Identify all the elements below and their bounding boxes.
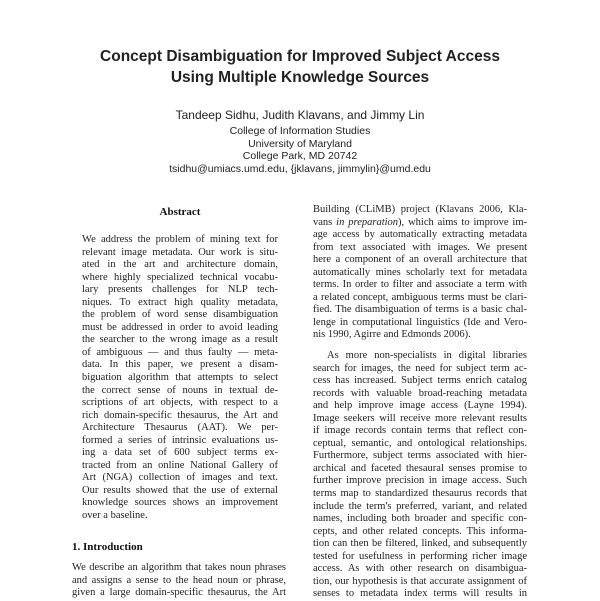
text-line: where highly specialized technical vocabu- <box>82 271 278 283</box>
text-line: the correct sense of nouns in textual de- <box>82 384 278 396</box>
text-line: records with valuable broad-reaching metadata <box>313 387 527 399</box>
text-line: We address the problem of mining text for <box>82 234 278 245</box>
abstract-heading: Abstract <box>159 206 201 218</box>
text-line: a related concept, ambiguous terms must be clari- <box>313 291 527 303</box>
text-line: lenge in computational linguistics (Ide and Vero- <box>313 316 527 328</box>
text-line: from text associated with images. We present <box>313 241 527 253</box>
text-line: terms map to standardized thesaurus records that <box>313 488 527 500</box>
text-line: relevant image metadata. Our work is situ- <box>82 246 278 258</box>
text-line: niques. To extract high quality metadata, <box>82 296 278 308</box>
text-line: tion, our hypothesis is that accurate assignment of <box>313 575 527 587</box>
text-line: rich domain-specific thesaurus, the Art and <box>82 409 278 421</box>
text-line: data. In this paper, we present a disam- <box>82 359 278 371</box>
text-line: must be addressed in order to avoid leading <box>82 321 278 333</box>
right-column-body <box>313 204 527 601</box>
text-line: As more non-specialists in digital libraries <box>327 350 527 362</box>
text-line: vans in preparation), which aims to improve im- <box>313 216 527 228</box>
affiliation-line: University of Maryland <box>248 137 352 150</box>
text-line: Furthermore, subject terms associated with hier- <box>313 450 527 462</box>
text-line: tested for usefulness in performing richer image <box>313 550 527 562</box>
affiliation-line: College of Information Studies <box>229 125 371 137</box>
affiliation-line: College Park, MD 20742 <box>242 150 358 162</box>
paper-title <box>0 46 600 88</box>
text-line: over a baseline. <box>82 510 148 522</box>
text-line: here a component of an overall architecture that <box>313 254 527 266</box>
text-line: ceptual, semantic, and ontological relationships. <box>313 437 527 449</box>
text-line: of ambiguous — and thus faulty — meta- <box>82 346 278 358</box>
text-line: scriptions of art objects, with respect to a <box>82 397 278 409</box>
introduction-body <box>72 562 286 600</box>
text-line: access. As with other research on disambigua- <box>313 563 527 575</box>
text-line: cepts, and other related concepts. This informa- <box>313 525 527 537</box>
text-line: age access by automatically extracting metadata <box>313 229 527 241</box>
abstract-body <box>82 234 278 523</box>
text-line: lary presents challenges for NLP tech- <box>82 284 278 296</box>
text-line: formed a series of intrinsic evaluations us- <box>82 434 278 446</box>
text-line: the problem of word sense disambiguation <box>82 309 278 321</box>
text-line: and help improve image access (Layne 1994). <box>313 400 527 412</box>
title-line: Using Multiple Knowledge Sources <box>170 69 430 86</box>
text-line: given a large domain-specific thesaurus, the Art <box>72 587 286 599</box>
text-line: Image seekers will receive more relevant results <box>313 412 527 424</box>
text-line: biguation algorithm that attempts to select <box>82 372 278 384</box>
title-line: Concept Disambiguation for Improved Subject Access <box>100 48 500 65</box>
text-line: and assigns a sense to the head noun or phrase, <box>72 574 286 586</box>
text-line: We describe an algorithm that takes noun phrases <box>72 562 286 573</box>
italic-citation: in preparation <box>336 216 399 228</box>
text-line: include the term's preferred, variant, and related <box>313 500 527 512</box>
text-line: knowledge sources shows an improvement <box>82 497 278 509</box>
text-line: if image records contain terms that reflect con- <box>313 425 527 437</box>
text-line: ated in the art and architecture domain, <box>82 259 278 271</box>
text-line: tracted from an online National Gallery of <box>82 459 278 471</box>
text-line: ing a data set of 600 subject terms ex- <box>82 447 278 459</box>
text-line: Architecture Thesaurus (AAT). We per- <box>82 422 278 434</box>
text-line: the searcher to the wrong image as a result <box>82 334 278 346</box>
text-line: further improve precision in image access. Such <box>313 475 527 487</box>
author-emails: tsidhu@umiacs.umd.edu, {jklavans, jimmylin}@umd.edu <box>169 162 431 175</box>
author-names: Tandeep Sidhu, Judith Klavans, and Jimmy Lin <box>175 108 425 122</box>
text-line: names, including both broader and specific con- <box>313 513 527 525</box>
text-line: nis 1990, Agirre and Edmonds 2006). <box>313 329 471 341</box>
text-line: terms. In order to filter and associate a term with <box>313 279 527 291</box>
text-line: senses to metadata index terms will results in <box>313 588 527 600</box>
text-line: fied. The disambiguation of terms is a basic chal- <box>313 304 527 316</box>
text-line: Building (CLiMB) project (Klavans 2006, Kla- <box>313 204 527 215</box>
text-line: Our results showed that the use of external <box>82 484 278 496</box>
text-line: tion can then be filtered, linked, and subsequently <box>313 538 527 550</box>
section-heading-introduction: 1. Introduction <box>72 541 143 553</box>
text-line: search for images, the need for subject term ac- <box>313 362 527 374</box>
text-line: automatically mines scholarly text for metadata <box>313 266 527 278</box>
text-line: cess has increased. Subject terms enrich catalog <box>313 375 527 387</box>
author-block <box>0 107 600 175</box>
text-line: Art (NGA) collection of images and text. <box>82 472 278 484</box>
text-line: archical and faceted thesaural senses promise to <box>313 462 527 474</box>
